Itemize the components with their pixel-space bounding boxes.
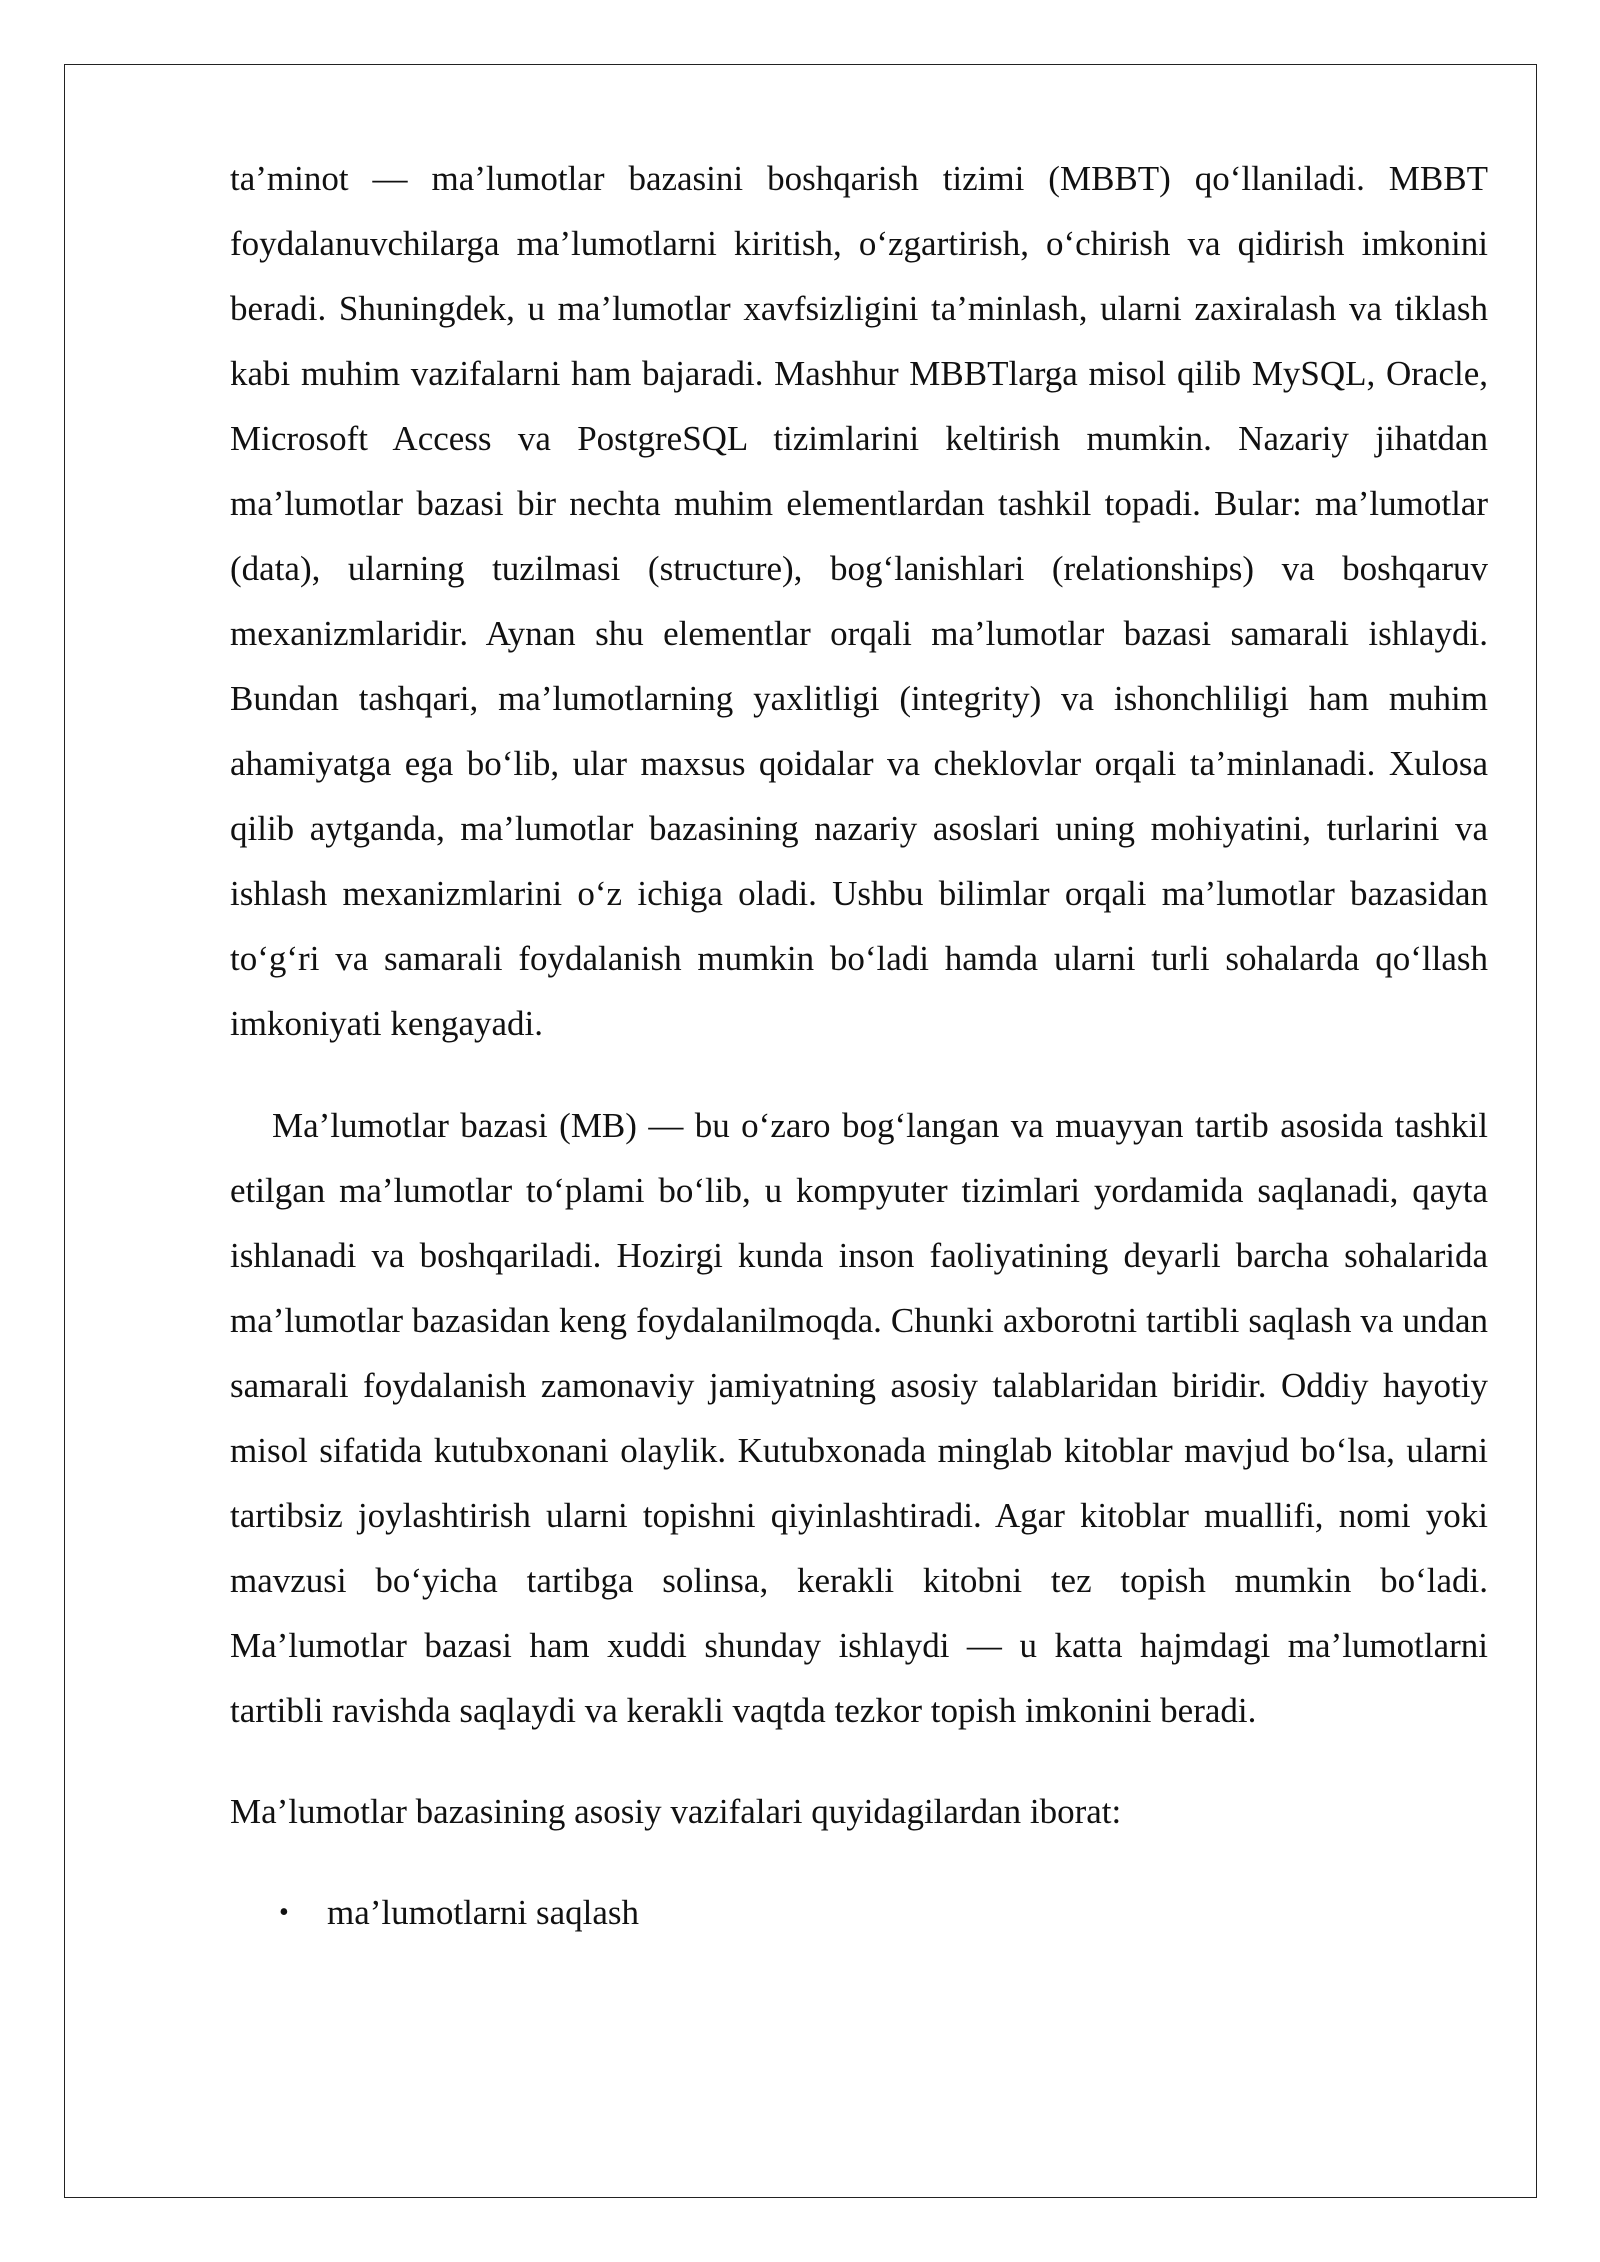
paragraph-database-definition: Ma’lumotlar bazasi (MB) — bu o‘zaro bog‘langan va muayyan tartib asosida tashkil etilgan ma’lumotlar to‘plami bo‘lib, u kompyuter tizimlari yordamida saqlanadi, qayta ishlanadi va boshqariladi. Hozirgi kunda inson faoliyatining deyarli barcha sohalarida ma’lumotlar bazasidan keng foydalanilmoqda. Chunki axborotni tartibli saqlash va undan samarali foydalanish zamonaviy jamiyatning asosiy talablaridan biridir. Oddiy hayotiy misol sifatida kutubxonani olaylik. Kutubxonada minglab kitoblar mavjud bo‘lsa, ularni tartibsiz joylashtirish ularni topishni qiyinlashtiradi. Agar kitoblar muallifi, nomi yoki mavzusi bo‘yicha tartibga solinsa, kerakli kitobni tez topish mumkin bo‘ladi. Ma’lumotlar bazasi ham xuddi shunday ishlaydi — u katta hajmdagi ma’lumotlarni tartibli ravishda saqlaydi va kerakli vaqtda tezkor topish imkonini beradi. [230,1106,1488,1730]
bullet-icon: • [279,1897,289,1928]
paragraph-mbbt-theory: ta’minot — ma’lumotlar bazasini boshqarish tizimi (MBBT) qo‘llaniladi. MBBT foydalanuvchilarga ma’lumotlarni kiritish, o‘zgartirish, o‘chirish va qidirish imkonini beradi. Shuningdek, u ma’lumotlar xavfsizligini ta’minlash, ularni zaxiralash va tiklash kabi muhim vazifalarni ham bajaradi. Mashhur MBBTlarga misol qilib MySQL, Oracle, Microsoft Access va PostgreSQL tizimlarini keltirish mumkin. Nazariy jihatdan ma’lumotlar bazasi bir nechta muhim elementlardan tashkil topadi. Bular: ma’lumotlar (data), ularning tuzilmasi (structure), bog‘lanishlari (relationships) va boshqaruv mexanizmlaridir. Aynan shu elementlar orqali ma’lumotlar bazasi samarali ishlaydi. Bundan tashqari, ma’lumotlarning yaxlitligi (integrity) va ishonchliligi ham muhim ahamiyatga ega bo‘lib, ular maxsus qoidalar va cheklovlar orqali ta’minlanadi. Xulosa qilib aytganda, ma’lumotlar bazasining nazariy asoslari uning mohiyatini, turlarini va ishlash mexanizmlarini o‘z ichiga oladi. Ushbu bilimlar orqali ma’lumotlar bazasidan to‘g‘ri va samarali foydalanish mumkin bo‘ladi hamda ularni turli sohalarda qo‘llash imkoniyati kengayadi. [230,159,1488,1043]
document-body [230,146,1488,1945]
list-item [230,1880,1488,1945]
functions-list [230,1880,1488,1945]
paragraph-functions-intro: Ma’lumotlar bazasining asosiy vazifalari quyidagilardan iborat: [230,1792,1122,1831]
list-item-text: ma’lumotlarni saqlash [327,1893,640,1932]
